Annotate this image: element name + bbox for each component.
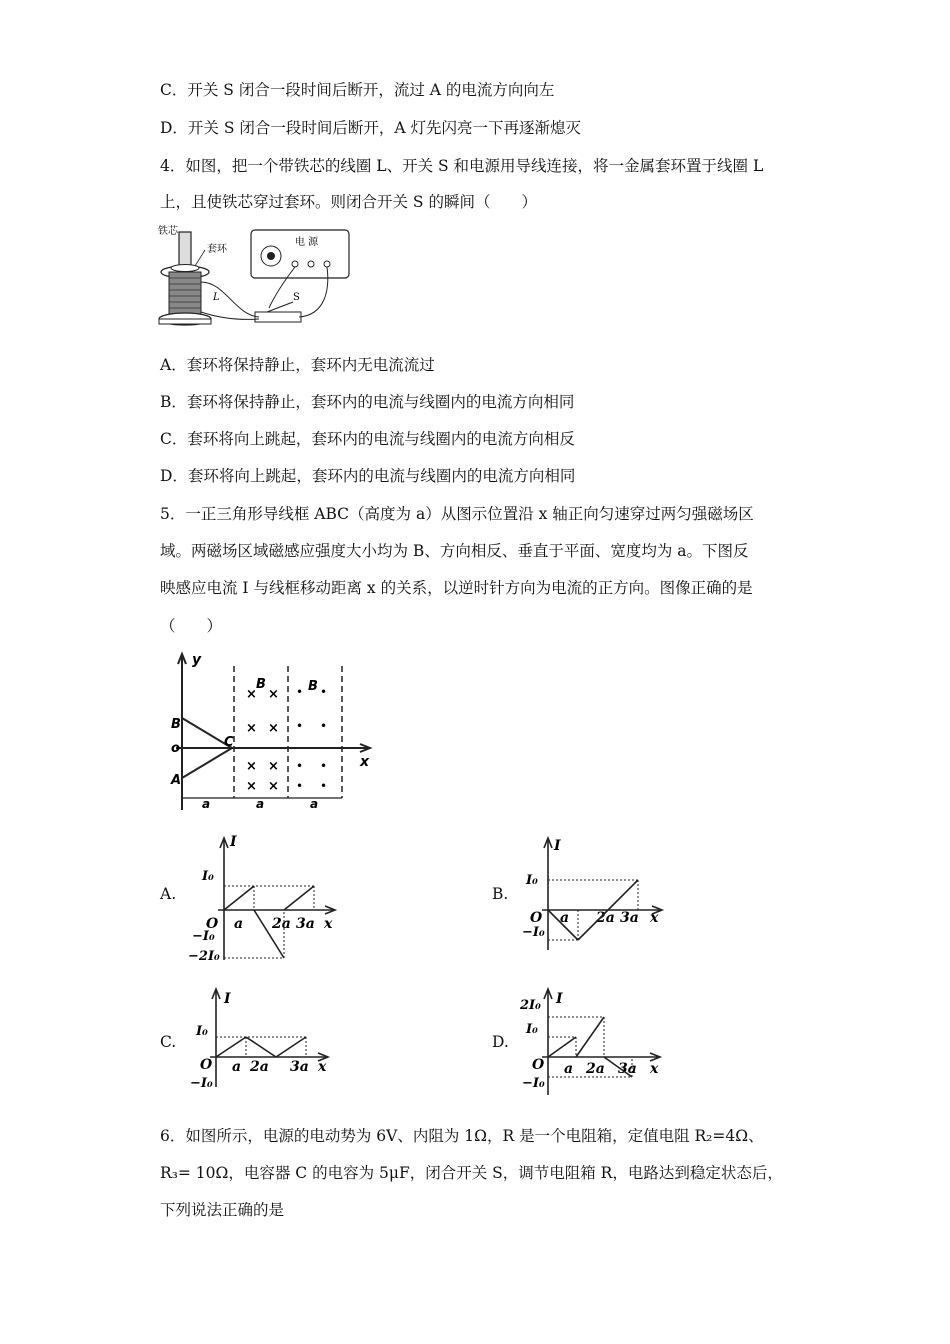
dot-mark: • [296, 685, 304, 699]
graph-option-a-label: A. [160, 885, 177, 903]
origin: O [530, 910, 543, 926]
tick-a: a [564, 1061, 574, 1077]
series-segment [548, 1037, 576, 1057]
y-axis-label: y [192, 652, 202, 668]
tick-a: a [234, 916, 244, 932]
series-segment [284, 886, 314, 910]
series-segment [576, 1017, 604, 1057]
tick-i0: I₀ [526, 873, 538, 888]
ring-label: 套环 [207, 244, 227, 255]
tick-neg-i0: −I₀ [522, 925, 545, 940]
tick-neg-i0: −I₀ [192, 929, 215, 944]
origin: O [206, 916, 219, 932]
axis-x: x [650, 1061, 659, 1077]
question-5-line4: （ ） [160, 617, 223, 635]
axes [218, 838, 335, 960]
tick-neg-i0: −I₀ [522, 1076, 545, 1091]
tick-neg-i0: −I₀ [190, 1076, 213, 1091]
question-5-line3: 映感应电流 I 与线框移动距离 x 的关系，以逆时针方向为电流的正方向。图像正确的是 [160, 579, 753, 597]
dot-mark: • [320, 779, 328, 793]
axis-i: I [554, 838, 561, 854]
cross-mark: × [268, 779, 279, 794]
tick-2a: 2a [586, 1061, 605, 1077]
question-5-line1: 5．一正三角形导线框 ABC（高度为 a）从图示位置沿 x 轴正向匀速穿过两匀强磁场区 [160, 505, 754, 523]
q4-option-b: B．套环将保持静止，套环内的电流与线圈内的电流方向相同 [160, 393, 575, 411]
switch-label: S [293, 292, 300, 303]
tick-i0: I₀ [526, 1022, 538, 1037]
axis-i: I [230, 834, 237, 850]
x-axis-label: x [360, 754, 370, 770]
cross-mark: × [268, 721, 279, 736]
switch [255, 312, 301, 322]
core-label: 铁芯 [158, 226, 178, 237]
q4-option-d: D．套环将向上跳起，套环内的电流与线圈内的电流方向相同 [160, 467, 576, 485]
axis-i: I [224, 991, 231, 1007]
tick-neg-2i0: −2I₀ [188, 949, 220, 964]
graph-option-d-label: D. [492, 1033, 509, 1051]
axes [542, 838, 662, 950]
width-a: a [310, 797, 319, 811]
question-4-line1: 4．如图，把一个带铁芯的线圈 L、开关 S 和电源用导线连接，将一金属套环置于线圈 L [160, 157, 764, 175]
axis-x: x [318, 1059, 327, 1075]
dot-mark: • [320, 685, 328, 699]
field2-label: B [308, 679, 318, 694]
dot-mark: • [296, 759, 304, 773]
tick-2a: 2a [250, 1059, 269, 1075]
vertex-a: A [171, 773, 182, 788]
series-segment [276, 1037, 306, 1057]
cross-mark: × [268, 687, 279, 702]
tick-3a: 3a [620, 910, 639, 926]
question-6-line2: R₃= 10Ω，电容器 C 的电容为 5μF，闭合开关 S，调节电阻箱 R，电路达到稳定状态后， [160, 1164, 783, 1182]
series-line [216, 1037, 306, 1057]
series-segment [608, 880, 638, 910]
metal-ring [171, 265, 199, 272]
dot-mark: • [320, 719, 328, 733]
q4-option-a: A．套环将保持静止，套环内无电流流过 [160, 356, 435, 374]
graph-option-b-label: B. [492, 885, 509, 903]
tick-2i0: 2I₀ [520, 998, 541, 1013]
series-segment [224, 886, 254, 910]
question-6-line3: 下列说法正确的是 [160, 1201, 285, 1219]
series-segment [246, 1037, 276, 1057]
tick-3a: 3a [618, 1061, 637, 1077]
magnetic-field-figure [168, 648, 378, 818]
tick-2a: 2a [596, 910, 615, 926]
dot-mark: • [320, 759, 328, 773]
coil-label: L [213, 292, 220, 303]
graph-d [518, 985, 678, 1100]
power-label: 电 源 [295, 237, 319, 248]
origin: O [532, 1057, 545, 1073]
width-a: a [256, 797, 265, 811]
vertex-b: B [171, 717, 181, 732]
tick-3a: 3a [290, 1059, 309, 1075]
axis-x: x [650, 910, 659, 926]
graph-b [520, 830, 680, 970]
graph-a [188, 830, 348, 970]
option-c-q3: C．开关 S 闭合一段时间后断开，流过 A 的电流方向向左 [160, 81, 555, 99]
vertex-c: C [224, 735, 234, 750]
origin: O [200, 1057, 213, 1073]
tick-a: a [560, 910, 570, 926]
width-a: a [202, 797, 211, 811]
cross-mark: × [268, 759, 279, 774]
tick-i0: I₀ [202, 869, 214, 884]
tick-a: a [232, 1059, 242, 1075]
tick-i0: I₀ [196, 1024, 208, 1039]
tick-3a: 3a [296, 916, 315, 932]
field1-label: B [256, 677, 266, 692]
coil-circuit-figure [155, 220, 355, 335]
graph-option-c-label: C. [160, 1033, 177, 1051]
cross-mark: × [246, 779, 257, 794]
option-d-q3: D．开关 S 闭合一段时间后断开，A 灯先闪亮一下再逐渐熄灭 [160, 119, 582, 137]
series-segment [216, 1037, 246, 1057]
dot-mark: • [296, 779, 304, 793]
q4-option-c: C．套环将向上跳起，套环内的电流与线圈内的电流方向相反 [160, 430, 575, 448]
question-4-line2: 上，且使铁芯穿过套环。则闭合开关 S 的瞬间（ ） [160, 193, 537, 211]
origin-o: o [171, 741, 180, 756]
cross-mark: × [246, 721, 257, 736]
tick-2a: 2a [272, 916, 291, 932]
axis-x: x [324, 916, 333, 932]
question-6-line1: 6．如图所示，电源的电动势为 6V、内阻为 1Ω，R 是一个电阻箱，定值电阻 R₂=4Ω、 [160, 1127, 764, 1145]
cross-mark: × [246, 759, 257, 774]
cross-mark: × [246, 687, 257, 702]
graph-c [188, 985, 348, 1095]
axis-i: I [556, 991, 563, 1007]
dot-mark: • [296, 719, 304, 733]
question-5-line2: 域。两磁场区域磁感应强度大小均为 B、方向相反、垂直于平面、宽度均为 a。下图反 [160, 542, 749, 560]
